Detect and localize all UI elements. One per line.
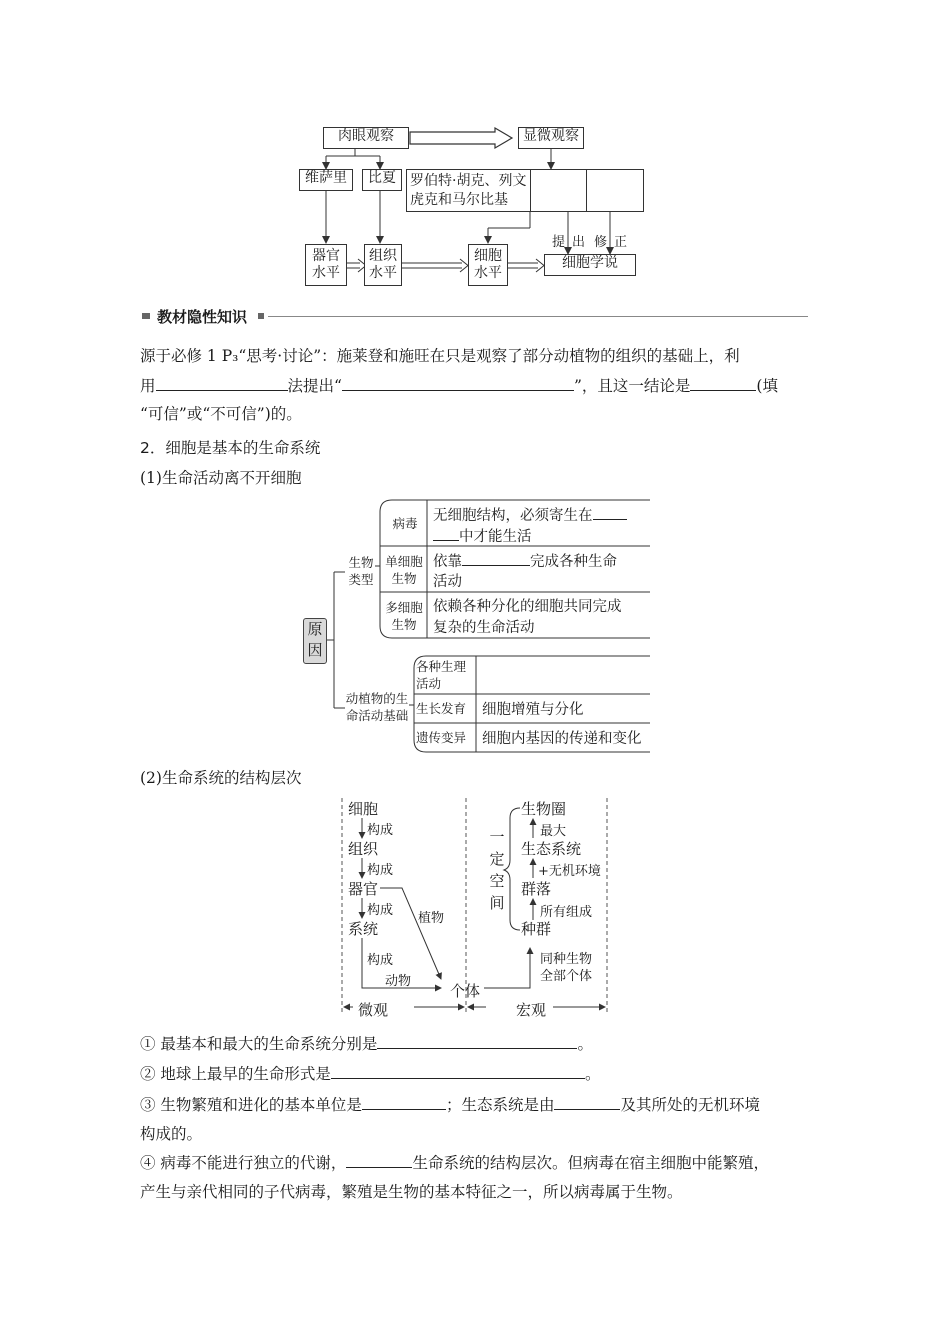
heading-2: 2．细胞是基本的生命系统	[140, 439, 321, 457]
reason-char-1: 原	[307, 620, 323, 638]
q1-text-a: ① 最基本和最大的生命系统分别是	[140, 1035, 378, 1053]
unicell-line-2: 生物	[391, 571, 417, 586]
q3-text-c: 及其所处的无机环境	[620, 1096, 760, 1114]
tissue-level-line-1: 组织	[369, 248, 397, 264]
hk-text-a: 用	[140, 377, 156, 395]
macro-label: 宏观	[516, 1001, 547, 1019]
largest-label: 最大	[540, 824, 567, 839]
certain-space-label	[488, 826, 506, 914]
question-4-line-2: 产生与亲代相同的子代病毒，繁殖是生物的基本特征之一，所以病毒属于生物。	[140, 1183, 683, 1201]
level-organ: 器官	[348, 880, 379, 898]
unicell-desc-line-2: 活动	[433, 574, 462, 590]
level-system: 系统	[348, 920, 379, 938]
scientists-line-1: 罗伯特·胡克、列文	[410, 173, 527, 189]
multicell-line-2: 生物	[391, 617, 417, 632]
blank-q1[interactable]	[377, 1032, 577, 1049]
scientists-line-2: 虎克和马尔比基	[410, 192, 508, 208]
tissue-level-line-2: 水平	[369, 265, 397, 281]
blank-q4[interactable]	[346, 1151, 412, 1168]
virus-desc-text-2: 中才能生活	[459, 529, 532, 545]
compose-label-4: 构成	[367, 953, 394, 968]
section-title: 教材隐性知识	[157, 308, 248, 326]
compose-label-3: 构成	[367, 903, 394, 918]
plant-label: 植物	[418, 911, 445, 926]
microscope-box: 显微观察	[518, 127, 584, 149]
blank-q3-ecosystem[interactable]	[554, 1093, 620, 1110]
subheading-1: (1)生命活动离不开细胞	[140, 469, 302, 487]
virus-desc-text-1: 无细胞结构，必须寄生在	[433, 508, 593, 524]
certain-space-char-2: 定	[489, 850, 505, 868]
virus-label: 病毒	[392, 516, 418, 531]
q3-text-b: ；生态系统是由	[445, 1096, 555, 1114]
hk-text-c: ”，且这一结论是	[573, 377, 691, 395]
certain-space-char-1: 一	[489, 828, 505, 846]
same-species-line-1: 同种生物	[540, 952, 593, 967]
question-1	[140, 1031, 593, 1057]
propose-label-2: 出	[572, 235, 586, 250]
question-3-line-2: 构成的。	[140, 1125, 203, 1143]
q4-text-a: ④ 病毒不能进行独立的代谢，	[140, 1154, 347, 1172]
heredity-desc: 细胞内基因的传递和变化	[482, 731, 642, 747]
all-composition-label: 所有组成	[540, 905, 593, 920]
growth-label: 生长发育	[416, 701, 467, 716]
same-species-line-2: 全部个体	[540, 969, 593, 984]
level-cell: 细胞	[348, 800, 379, 818]
basis-line-1: 动植物的生	[345, 691, 409, 706]
hk-text-d: (填	[756, 377, 778, 395]
animal-label: 动物	[385, 974, 412, 989]
level-ecosystem: 生态系统	[521, 840, 582, 858]
hidden-knowledge-line-1: 源于必修 1 P₃“思考·讨论”：施莱登和施旺在只是观察了部分动植物的组织的基础上，利	[140, 347, 740, 365]
unicell-line-1: 单细胞	[385, 554, 423, 569]
abiotic-label: +无机环境	[538, 864, 601, 879]
hidden-knowledge-line-3: “可信”或“不可信”)的。	[140, 405, 302, 423]
q2-text-b: 。	[584, 1065, 601, 1083]
naked-eye-box: 肉眼观察	[323, 127, 409, 149]
q2-text-a: ② 地球上最早的生命形式是	[140, 1065, 331, 1083]
hk-text-b: 法提出“	[287, 377, 342, 395]
propose-label-1: 提	[552, 235, 566, 250]
bichat-box: 比夏	[362, 169, 402, 191]
q3-text-a: ③ 生物繁殖和进化的基本单位是	[140, 1096, 362, 1114]
bio-type-line-2: 类型	[348, 572, 374, 587]
multicell-line-1: 多细胞	[385, 600, 423, 615]
level-community: 群落	[521, 880, 552, 898]
level-biosphere: 生物圈	[521, 800, 567, 818]
compose-label-2: 构成	[367, 863, 394, 878]
question-4-line-1	[140, 1150, 769, 1176]
multicell-desc-line-2: 复杂的生命活动	[433, 620, 535, 636]
revise-label-2: 正	[614, 235, 628, 250]
cell-level-line-2: 水平	[474, 265, 502, 281]
unicell-desc-b: 完成各种生命	[530, 554, 617, 570]
question-2	[140, 1061, 600, 1087]
organ-level-line-1: 器官	[312, 248, 340, 264]
revise-label-1: 修	[594, 235, 608, 250]
blank-q2[interactable]	[331, 1062, 585, 1079]
unicell-desc-a: 依靠	[433, 554, 462, 570]
compose-label-1: 构成	[367, 823, 394, 838]
cell-level-line-1: 细胞	[474, 248, 502, 264]
certain-space-char-3: 空	[489, 872, 505, 890]
heredity-label: 遗传变异	[416, 730, 467, 745]
reason-char-2: 因	[307, 641, 323, 659]
q1-text-b: 。	[577, 1035, 593, 1053]
multicell-desc-line-1: 依赖各种分化的细胞共同完成	[433, 599, 622, 615]
question-3-line-1	[140, 1092, 760, 1118]
cell-theory-box: 细胞学说	[544, 254, 636, 276]
growth-desc: 细胞增殖与分化	[482, 702, 584, 718]
subheading-2: (2)生命系统的结构层次	[140, 769, 302, 787]
organ-level-line-2: 水平	[312, 265, 340, 281]
blank-q3-unit[interactable]	[362, 1093, 446, 1110]
micro-label: 微观	[358, 1001, 389, 1019]
vesalius-box: 维萨里	[299, 169, 353, 191]
level-population: 种群	[521, 920, 552, 938]
bio-type-line-1: 生物	[348, 555, 374, 570]
q4-text-b: 生命系统的结构层次。但病毒在宿主细胞中能繁殖，	[412, 1154, 769, 1172]
level-tissue: 组织	[348, 840, 379, 858]
certain-space-char-4: 间	[489, 894, 505, 912]
basis-line-2: 命活动基础	[345, 708, 409, 723]
physio-line-2: 活动	[416, 676, 442, 691]
physio-line-1: 各种生理	[416, 659, 467, 674]
level-individual: 个体	[450, 982, 481, 1000]
